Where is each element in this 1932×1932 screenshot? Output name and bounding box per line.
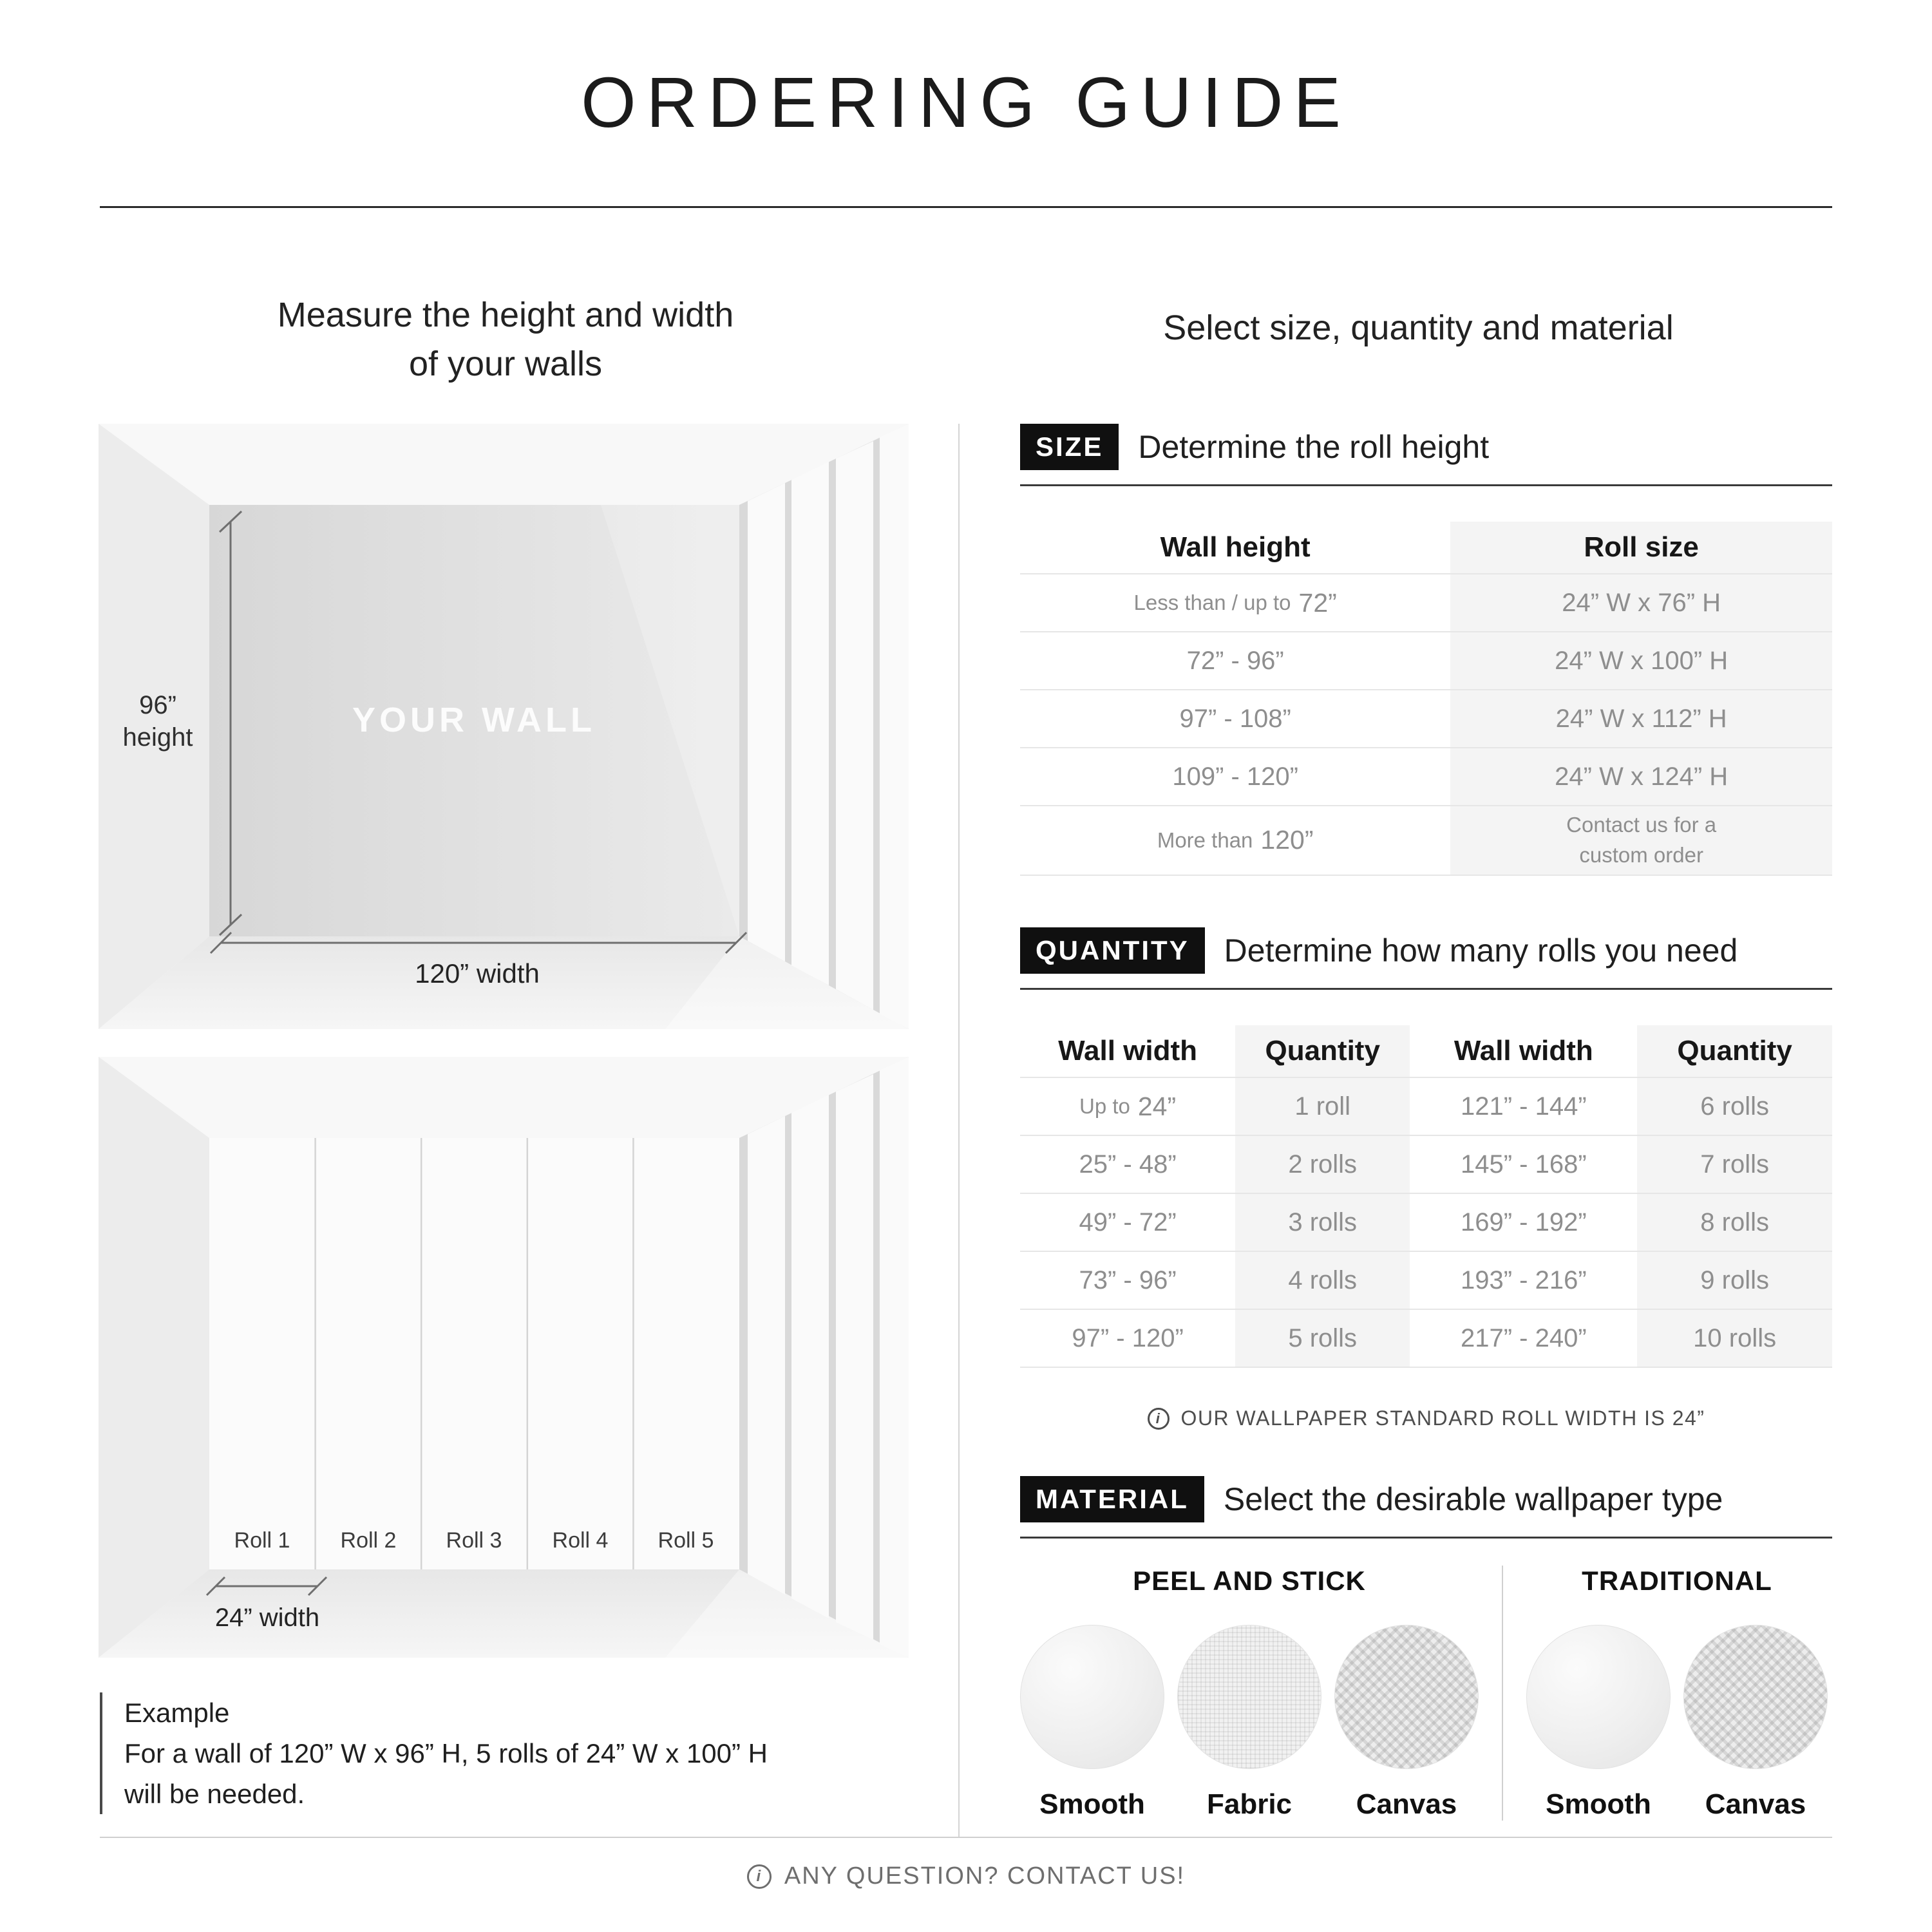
window-pane [836,441,873,1010]
material-option-canvas [1334,1625,1479,1821]
range-prefix: Up to [1079,1094,1130,1118]
smooth-texture-swatch [1526,1625,1671,1769]
window-pane [748,1116,785,1595]
standard-roll-width-note [1020,1406,1832,1430]
select-heading: Select size, quantity and material [1163,308,1674,347]
range-value: 120” [1260,825,1314,855]
size-table-row [1020,573,1832,631]
wall-width-column-header: Wall width [1454,1035,1593,1066]
swatch-row [1020,1625,1479,1821]
quantity-table-row [1020,1077,1832,1135]
material-option-smooth [1526,1625,1671,1821]
quantity-table-row [1020,1193,1832,1251]
info-icon: i [747,1864,772,1889]
quantity-badge: QUANTITY [1020,927,1205,974]
size-section-header [1020,424,1832,486]
example-line2: will be needed. [124,1779,305,1809]
window-pane [836,1074,873,1640]
roll-size-value: 24” W x 76” H [1450,574,1832,631]
top-divider [100,206,1832,208]
wall-width-range: 97” - 120” [1072,1323,1184,1352]
material-option-canvas [1683,1625,1828,1821]
quantity-table-row [1020,1135,1832,1193]
wallpaper-panels [209,1138,739,1569]
window-pane [791,462,829,985]
smooth-texture-swatch [1020,1625,1164,1769]
wall-height-range [1020,574,1450,631]
wall-width-range: 73” - 96” [1079,1265,1177,1294]
material-subtitle: Select the desirable wallpaper type [1223,1481,1723,1517]
roll-label-1: Roll 1 [234,1528,290,1553]
wall-width-range: 169” - 192” [1460,1208,1587,1236]
wall-width-range: 145” - 168” [1460,1150,1587,1179]
quantity-value: 5 rolls [1235,1310,1410,1367]
column-divider [958,424,960,1837]
roll-size-column-header: Roll size [1450,522,1832,573]
roll-size-custom-order [1450,806,1832,875]
quantity-value: 2 rolls [1235,1136,1410,1193]
swatch-label: Canvas [1705,1788,1806,1820]
material-group-peel-and-stick [1020,1566,1479,1821]
material-section-header [1020,1476,1832,1539]
material-groups [1020,1566,1832,1821]
material-group-divider [1502,1566,1503,1821]
quantity-column-header: Quantity [1637,1025,1832,1077]
roll-height-table [1020,522,1832,876]
size-table-row [1020,747,1832,805]
material-option-smooth [1020,1625,1164,1821]
size-table-header-row [1020,522,1832,573]
roll-label-5: Roll 5 [658,1528,714,1553]
quantity-table-header-row [1020,1025,1832,1077]
wall-height-column-header: Wall height [1160,531,1311,563]
quantity-value: 7 rolls [1637,1136,1832,1193]
quantity-value: 9 rolls [1637,1252,1832,1309]
wall-height-range: 72” - 96” [1186,646,1284,675]
roll-label-4: Roll 4 [552,1528,609,1553]
fabric-texture-swatch [1177,1625,1321,1769]
wall-width-label: 120” width [415,958,540,989]
rolls-quantity-table [1020,1025,1832,1368]
example-note [100,1692,898,1814]
custom-order-line1: Contact us for a [1566,813,1717,837]
swatch-label: Smooth [1039,1788,1145,1820]
bottom-divider [100,1837,1832,1838]
example-line1: For a wall of 120” W x 96” H, 5 rolls of 24” W x 100” H [124,1738,768,1768]
wall-width-column-header: Wall width [1058,1035,1198,1066]
wall-width-range: 121” - 144” [1460,1092,1587,1121]
wall-height-range [1020,806,1450,875]
wall-width-range: 217” - 240” [1460,1323,1587,1352]
custom-order-line2: custom order [1579,842,1703,867]
material-option-fabric [1177,1625,1321,1821]
window-pane [748,483,785,961]
size-table-row [1020,805,1832,875]
room-svg-1 [99,424,909,1029]
measure-heading-line2: of your walls [408,344,603,383]
quantity-table-row [1020,1309,1832,1367]
range-value: 72” [1298,587,1337,618]
measure-heading [100,291,911,388]
swatch-row [1526,1625,1828,1821]
room-illustration-rolls [99,1057,909,1658]
roll-size-value: 24” W x 112” H [1450,690,1832,747]
range-value: 24” [1137,1091,1177,1121]
roll-size-value: 24” W x 124” H [1450,748,1832,805]
page-title: ORDERING GUIDE [581,63,1351,142]
measure-heading-line1: Measure the height and width [277,296,734,334]
material-group-name: PEEL AND STICK [1133,1566,1366,1596]
quantity-section-header [1020,927,1832,990]
quantity-value: 1 roll [1235,1078,1410,1135]
roll-width-label: 24” width [214,1604,320,1632]
your-wall-label: YOUR WALL [352,701,596,739]
quantity-value: 6 rolls [1637,1078,1832,1135]
footer-contact-text: ANY QUESTION? CONTACT US! [784,1862,1186,1889]
swatch-label: Canvas [1356,1788,1457,1820]
window-pane [880,1057,909,1658]
quantity-value: 8 rolls [1637,1194,1832,1251]
quantity-value: 4 rolls [1235,1252,1410,1309]
footer-contact-note [0,1862,1932,1890]
quantity-subtitle: Determine how many rolls you need [1224,933,1738,969]
roll-label-3: Roll 3 [446,1528,502,1553]
window-pane [791,1095,829,1618]
canvas-texture-swatch [1683,1625,1828,1769]
roll-size-value: 24” W x 100” H [1450,632,1832,689]
wall-width-range: 49” - 72” [1079,1208,1177,1236]
size-table-row [1020,631,1832,689]
example-heading: Example [124,1698,230,1728]
info-icon: i [1148,1408,1170,1430]
roll-label-2: Roll 2 [340,1528,397,1553]
range-prefix: More than [1157,828,1253,852]
wall-height-range: 109” - 120” [1172,762,1298,791]
quantity-column-header: Quantity [1235,1025,1410,1077]
swatch-label: Smooth [1546,1788,1651,1820]
quantity-section [1020,927,1832,1430]
room-illustration-wall [99,424,909,1029]
wall-width-range: 193” - 216” [1460,1265,1587,1294]
quantity-value: 3 rolls [1235,1194,1410,1251]
quantity-value: 10 rolls [1637,1310,1832,1367]
material-group-name: TRADITIONAL [1582,1566,1772,1596]
size-subtitle: Determine the roll height [1138,429,1490,465]
swatch-label: Fabric [1206,1788,1293,1820]
wall-height-range: 97” - 108” [1179,704,1291,733]
material-group-traditional [1526,1566,1828,1821]
material-section [1020,1476,1832,1821]
height-word-label: height [122,723,193,752]
height-value-label: 96” [139,691,176,719]
wall-width-range [1020,1078,1235,1135]
room-svg-2 [99,1057,909,1658]
left-wall [99,1057,209,1658]
wall-width-range: 25” - 48” [1079,1150,1177,1179]
quantity-table-row [1020,1251,1832,1309]
size-badge: SIZE [1020,424,1119,470]
standard-roll-width-text: OUR WALLPAPER STANDARD ROLL WIDTH IS 24” [1180,1406,1705,1430]
canvas-texture-swatch [1334,1625,1479,1769]
range-prefix: Less than / up to [1133,591,1291,614]
size-table-row [1020,689,1832,747]
window-pane [880,424,909,1029]
material-badge: MATERIAL [1020,1476,1204,1522]
size-section [1020,424,1832,876]
